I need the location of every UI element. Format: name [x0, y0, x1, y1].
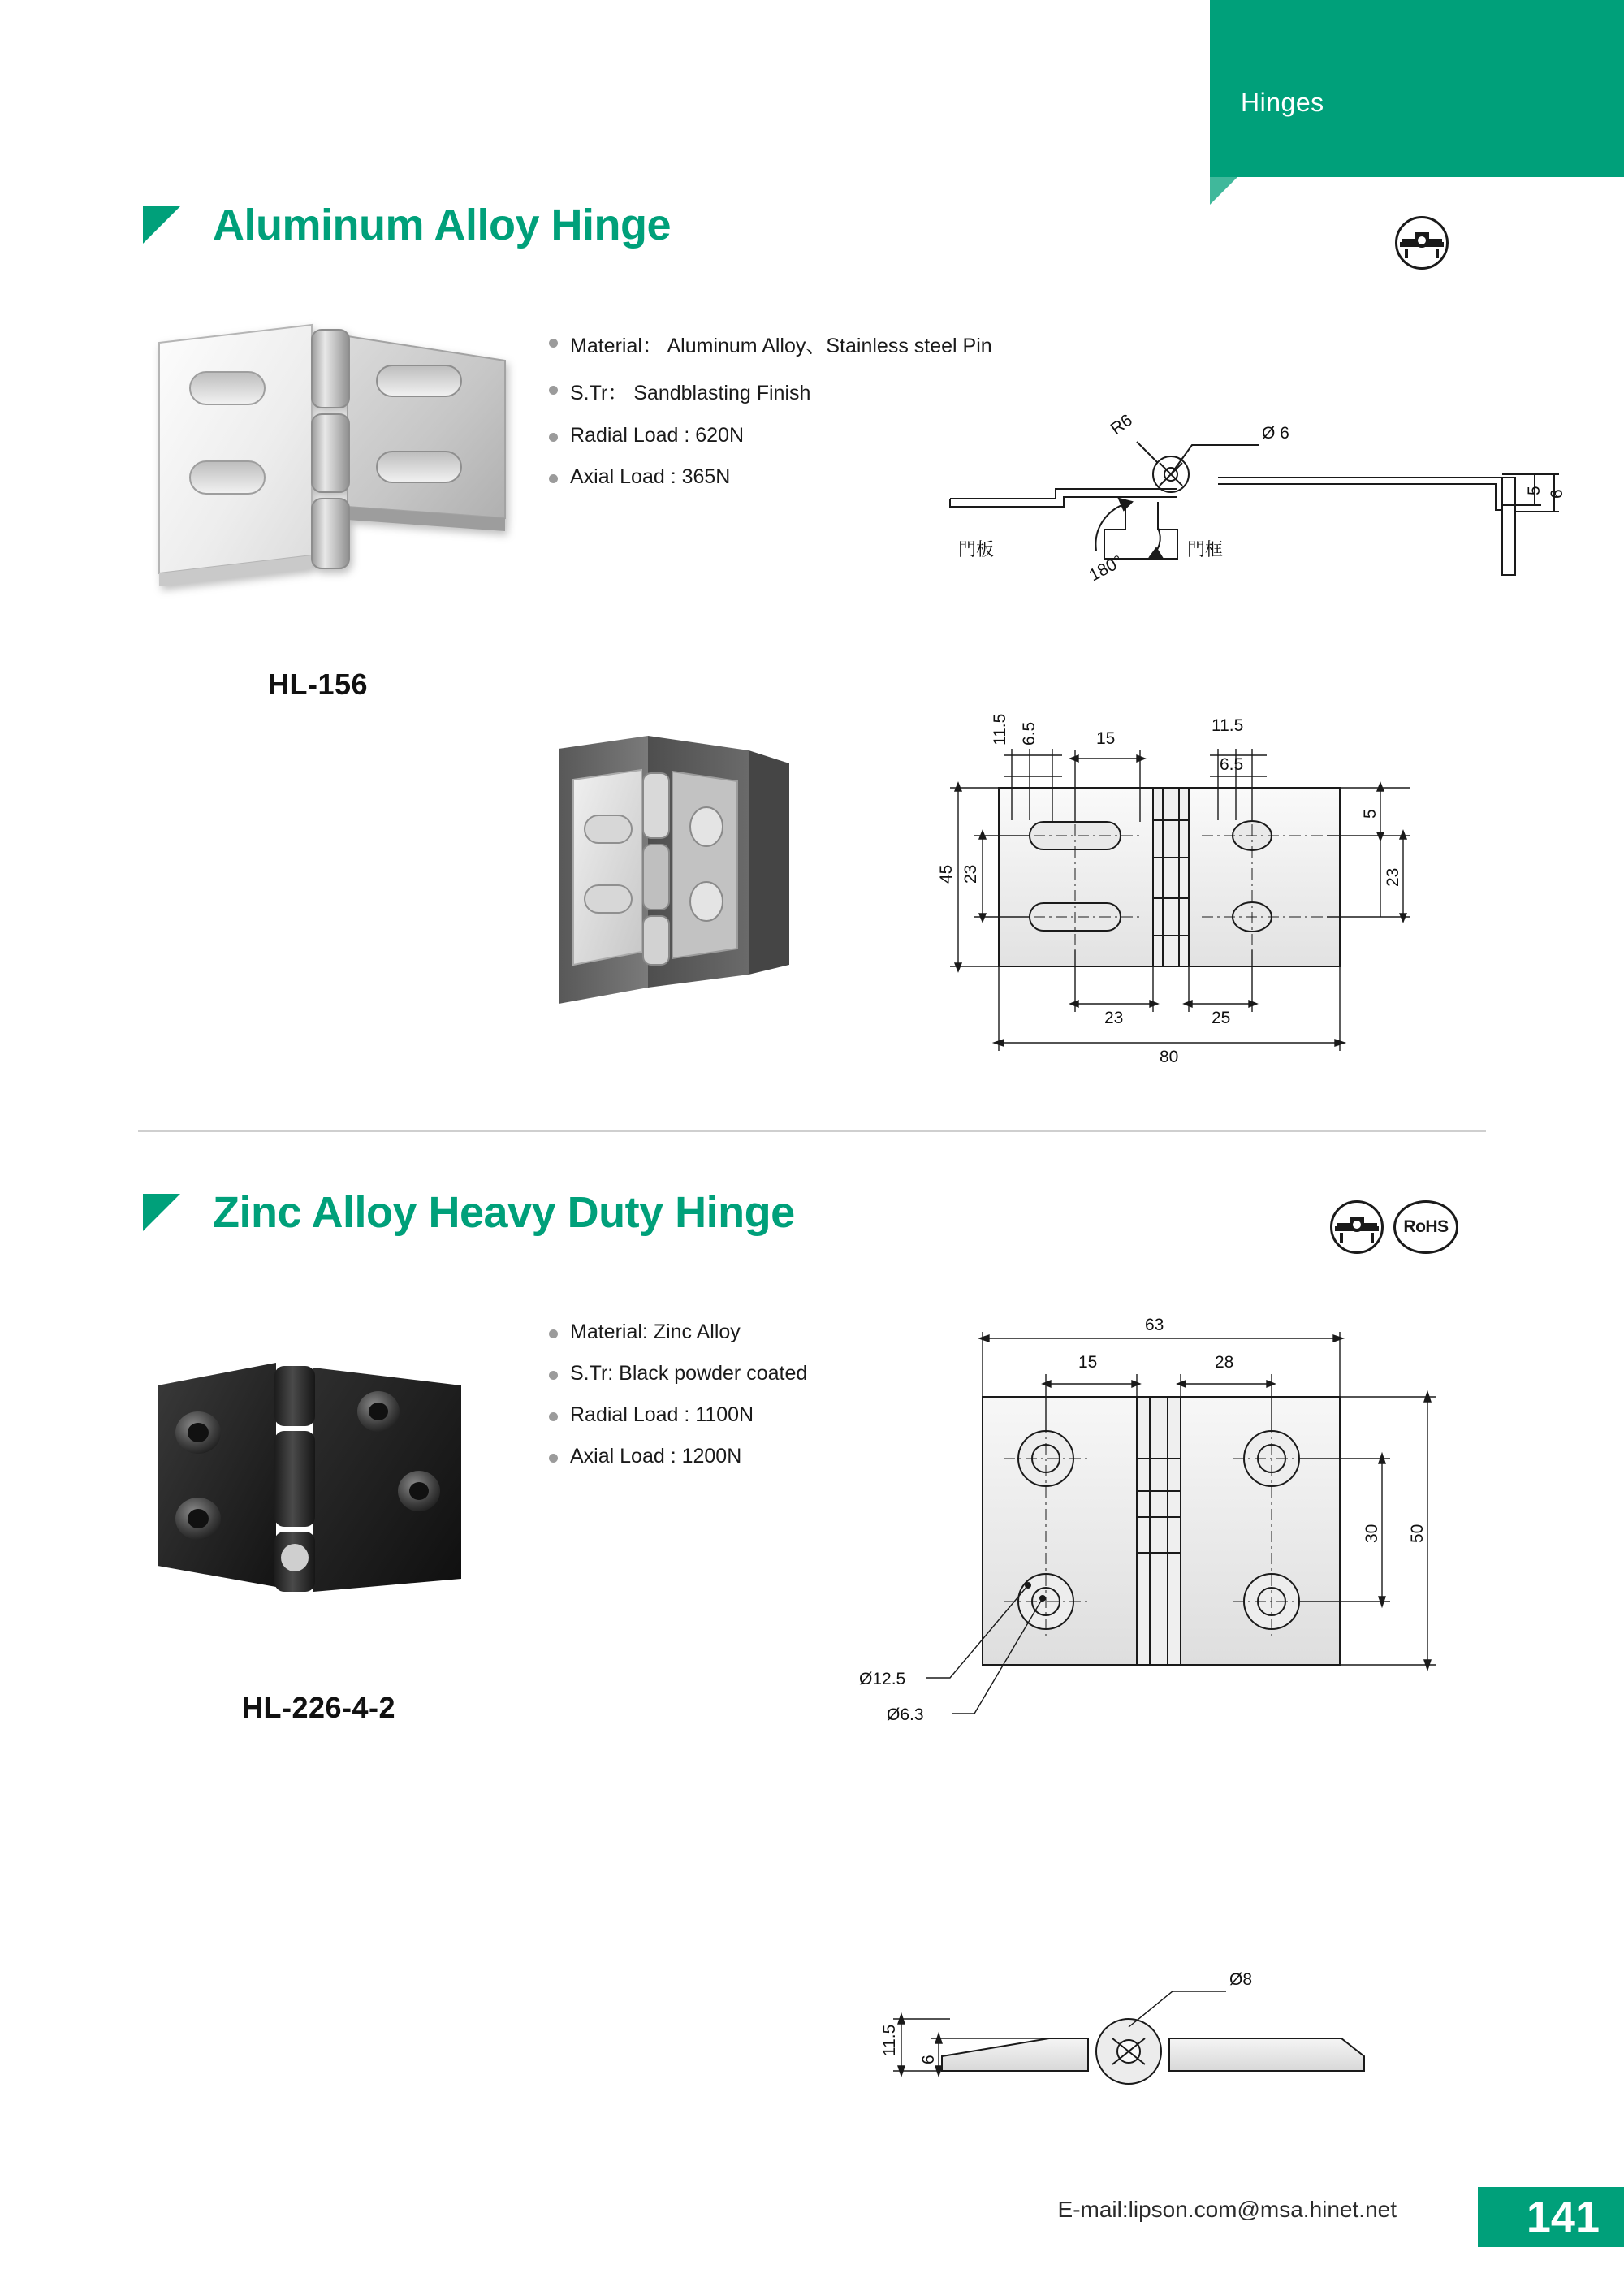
cn-label-door-panel: 門板 [958, 540, 995, 560]
spec-item: S.Tr： Sandblasting Finish [546, 377, 992, 406]
dim-label-180: 180° [1086, 551, 1126, 586]
header-title: Hinges [1241, 88, 1324, 117]
page-number: 141 [1526, 2193, 1600, 2241]
section-marker-triangle-2 [143, 1194, 180, 1231]
part-number-1: HL-156 [268, 668, 369, 701]
product-photo-hl-226-4-2 [145, 1345, 502, 1621]
dim-label-6: 6 [1548, 489, 1566, 499]
spec-item: S.Tr: Black powder coated [546, 1362, 807, 1385]
spec-item: Axial Load : 1200N [546, 1445, 807, 1468]
dim-label-6b: 6 [919, 2055, 938, 2064]
section-title-1: Aluminum Alloy Hinge [213, 201, 672, 249]
spec-item: Material： Aluminum Alloy、Stainless steel Pin [546, 330, 992, 359]
dim-label-25: 25 [1212, 1009, 1231, 1027]
rohs-icon: RoHS [1393, 1200, 1458, 1254]
spec-item: Axial Load : 365N [546, 465, 992, 489]
dim-label-11-5b: 11.5 [880, 2024, 899, 2056]
product-render-hl-156-iso [546, 731, 814, 1056]
dim-label-30: 30 [1363, 1524, 1381, 1543]
dim-label-23-bottom: 23 [1104, 1009, 1124, 1027]
dim-label-d6: Ø 6 [1262, 424, 1289, 443]
dim-label-r6: R6 [1107, 410, 1136, 439]
dim-label-63: 63 [1145, 1316, 1164, 1334]
section-divider [138, 1130, 1486, 1132]
section-marker-triangle-1 [143, 206, 180, 244]
dim-label-6-5-right: 6.5 [1220, 755, 1244, 774]
dim-label-50: 50 [1408, 1524, 1427, 1543]
spec-list-2 [546, 1321, 807, 1486]
dim-label-11-5-right: 11.5 [1212, 716, 1244, 735]
spec-item: Material: Zinc Alloy [546, 1321, 807, 1344]
part-number-2: HL-226-4-2 [242, 1691, 396, 1724]
dim-label-23-left: 23 [961, 864, 980, 884]
dim-label-15b: 15 [1078, 1353, 1098, 1372]
technical-drawing-hl-226-section [844, 1949, 1462, 2160]
dim-label-d12-5: Ø12.5 [859, 1670, 906, 1688]
spec-item: Radial Load : 1100N [546, 1403, 807, 1427]
product-photo-hl-156 [145, 315, 518, 640]
dim-label-23-right: 23 [1384, 867, 1402, 887]
hinge-symbol-glyph-1 [1395, 216, 1449, 270]
dim-label-28: 28 [1215, 1353, 1234, 1372]
spec-list-1 [546, 330, 992, 507]
dim-label-5-right: 5 [1361, 809, 1380, 819]
technical-drawing-hl-156-front [861, 698, 1510, 1104]
hinge-symbol-glyph-2 [1330, 1200, 1384, 1254]
dim-label-6-5-left: 6.5 [1020, 721, 1039, 746]
dim-label-80: 80 [1160, 1048, 1179, 1066]
section-title-2: Zinc Alloy Heavy Duty Hinge [213, 1188, 795, 1237]
dim-label-45: 45 [937, 864, 956, 884]
dim-label-d8: Ø8 [1229, 1970, 1253, 1989]
dim-label-15: 15 [1096, 729, 1116, 748]
technical-drawing-hl-156-section [934, 396, 1583, 616]
dim-label-d6-3: Ø6.3 [887, 1705, 924, 1724]
cn-label-door-frame: 門框 [1187, 540, 1224, 560]
dim-label-5: 5 [1525, 486, 1544, 495]
spec-item: Radial Load : 620N [546, 424, 992, 447]
dim-label-11-5-left: 11.5 [991, 713, 1009, 746]
technical-drawing-hl-226-front [844, 1299, 1527, 1868]
footer-email: E-mail:lipson.com@msa.hinet.net [1057, 2197, 1397, 2222]
